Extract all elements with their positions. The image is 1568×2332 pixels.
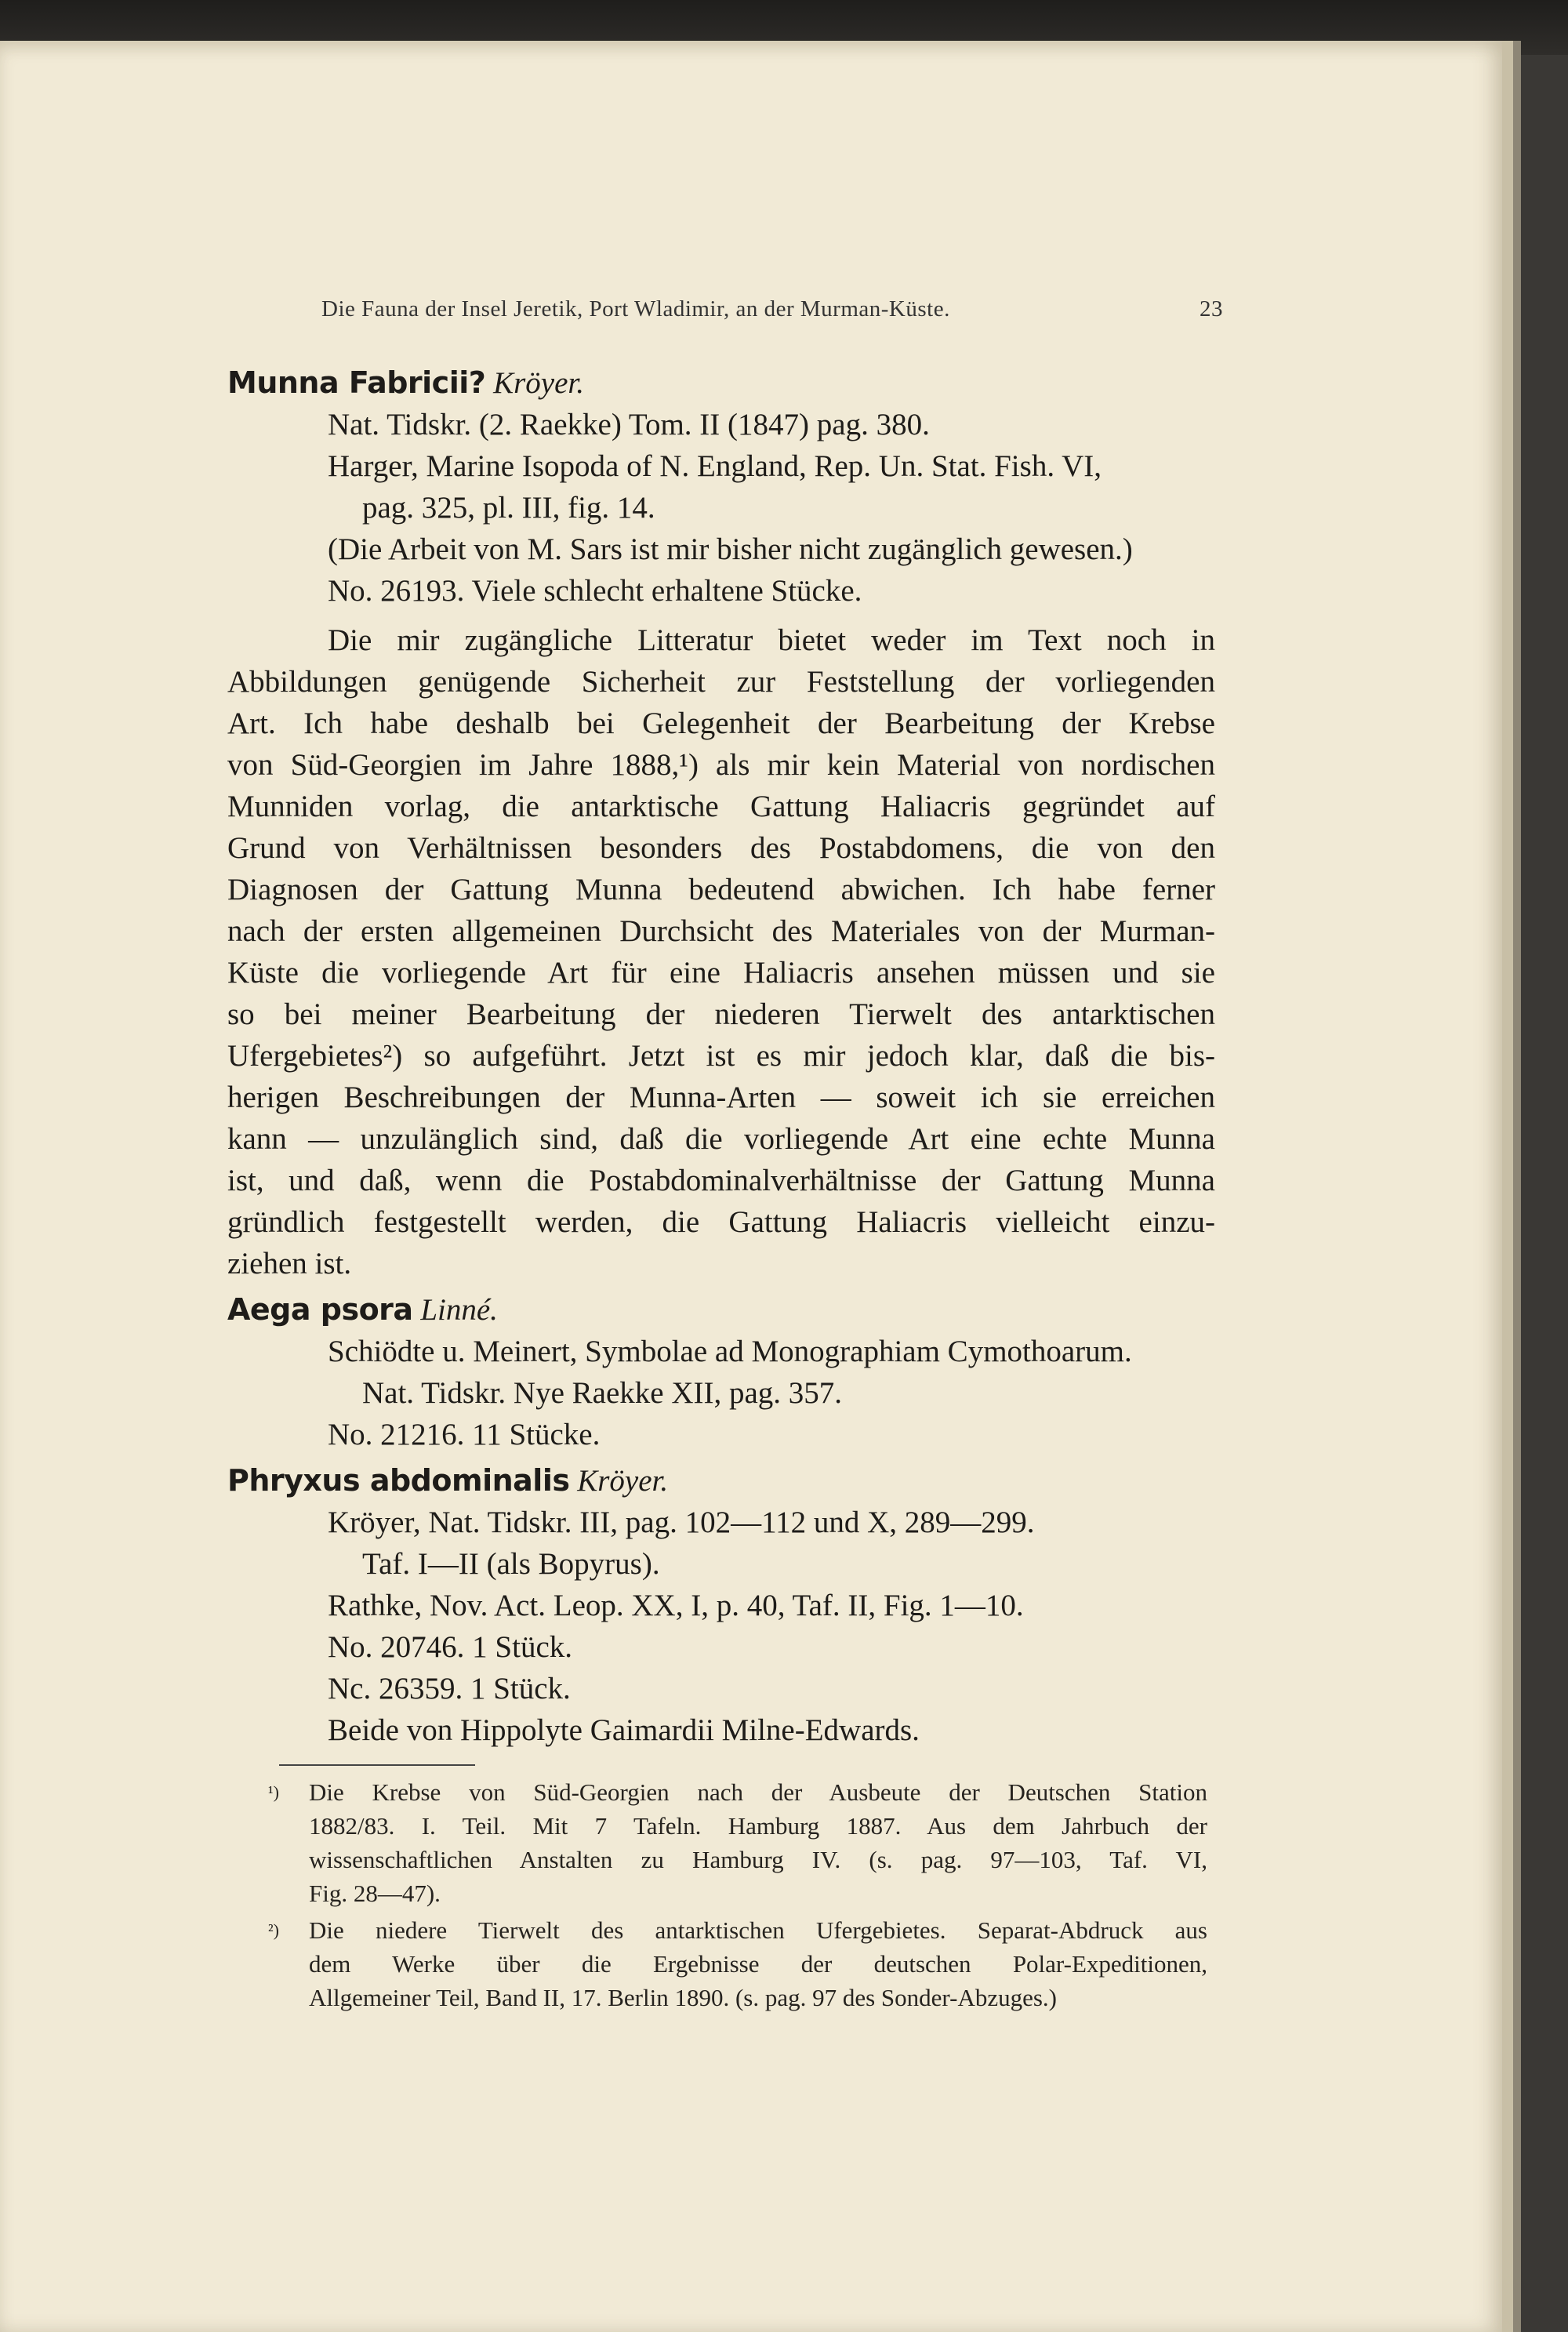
paragraph-line: Grund von Verhältnissen besonders des Postabdomens, die von den: [227, 831, 1215, 865]
species-heading-phryxus: [227, 1460, 1215, 1502]
species-name: Phryxus abdominalis: [227, 1463, 570, 1498]
paragraph-line: ziehen ist.: [227, 1247, 352, 1280]
footnote-line: Die niedere Tierwelt des antarktischen Ufergebietes. Separat-Abdruck aus: [309, 1916, 1207, 1944]
book-cover-edge: [1513, 41, 1521, 2332]
running-title: Die Fauna der Insel Jeretik, Port Wladimir, an der Murman-Küste.: [321, 296, 950, 321]
species-author: Linné.: [420, 1293, 498, 1327]
paragraph-line: gründlich festgestellt werden, die Gattung Haliacris vielleicht einzu-: [227, 1205, 1215, 1239]
species-author: Kröyer.: [493, 366, 584, 400]
paragraph-line: Munniden vorlag, die antarktische Gattung Haliacris gegründet auf: [227, 790, 1215, 823]
paragraph-line: Abbildungen genügende Sicherheit zur Feststellung der vorliegenden: [227, 665, 1215, 699]
paragraph-line: Diagnosen der Gattung Munna bedeutend abwichen. Ich habe ferner: [227, 873, 1215, 906]
reference-line: Nat. Tidskr. (2. Raekke) Tom. II (1847) pag. 380.: [328, 408, 930, 441]
footnote-line: wissenschaftlichen Anstalten zu Hamburg IV. (s. pag. 97—103, Taf. VI,: [309, 1846, 1207, 1873]
reference-line: pag. 325, pl. III, fig. 14.: [362, 491, 655, 525]
footnote-mark: ¹): [268, 1782, 279, 1802]
paragraph-line: herigen Beschreibungen der Munna-Arten — soweit ich sie erreichen: [227, 1081, 1215, 1114]
running-header: [321, 296, 1223, 322]
paragraph-line: Art. Ich habe deshalb bei Gelegenheit der Bearbeitung der Krebse: [227, 707, 1215, 740]
footnote-line: Allgemeiner Teil, Band II, 17. Berlin 1890. (s. pag. 97 des Sonder-Abzuges.): [309, 1984, 1057, 2011]
specimen-line: No. 26193. Viele schlecht erhaltene Stücke.: [328, 574, 862, 608]
footnote-mark: ²): [268, 1920, 279, 1940]
footnote-rule: [279, 1764, 475, 1766]
reference-line: Harger, Marine Isopoda of N. England, Rep. Un. Stat. Fish. VI,: [328, 449, 1102, 483]
specimen-line: Nc. 26359. 1 Stück.: [328, 1672, 571, 1705]
reference-line: Rathke, Nov. Act. Leop. XX, I, p. 40, Taf. II, Fig. 1—10.: [328, 1589, 1024, 1622]
paragraph-line: nach der ersten allgemeinen Durchsicht des Materiales von der Murman-: [227, 914, 1215, 948]
footnote-2: [268, 1913, 1207, 2014]
paragraph-line: Die mir zugängliche Litteratur bietet weder im Text noch in: [328, 623, 1215, 657]
paragraph-line: Küste die vorliegende Art für eine Haliacris ansehen müssen und sie: [227, 956, 1215, 990]
footnote-line: 1882/83. I. Teil. Mit 7 Tafeln. Hamburg 1887. Aus dem Jahrbuch der: [309, 1812, 1207, 1840]
species-heading-aega: [227, 1289, 1215, 1331]
footnote-1: [268, 1775, 1207, 1910]
species-name: Aega psora: [227, 1292, 413, 1327]
host-line: Beide von Hippolyte Gaimardii Milne-Edwards.: [328, 1713, 920, 1747]
footnotes: [268, 1775, 1207, 2014]
page-edge: [1502, 41, 1513, 2332]
paragraph-line: ist, und daß, wenn die Postabdominalverhältnisse der Gattung Munna: [227, 1164, 1215, 1197]
page-number: 23: [1200, 296, 1223, 321]
main-text: [227, 362, 1215, 1751]
footnote-line: Fig. 28—47).: [309, 1880, 441, 1907]
specimen-line: No. 21216. 11 Stücke.: [328, 1418, 601, 1451]
reference-line: Taf. I—II (als Bopyrus).: [362, 1547, 660, 1581]
discussion-paragraph: [227, 619, 1215, 1284]
specimen-line: No. 20746. 1 Stück.: [328, 1630, 572, 1664]
species-name: Munna Fabricii?: [227, 365, 486, 400]
footnote-line: Die Krebse von Süd-Georgien nach der Ausbeute der Deutschen Station: [309, 1778, 1207, 1806]
paragraph-line: so bei meiner Bearbeitung der niederen Tierwelt des antarktischen: [227, 997, 1215, 1031]
species-author: Kröyer.: [577, 1464, 669, 1498]
footnote-line: dem Werke über die Ergebnisse der deutschen Polar-Expeditionen,: [309, 1950, 1207, 1978]
reference-line: Schiödte u. Meinert, Symbolae ad Monographiam Cymothoarum.: [328, 1335, 1132, 1368]
reference-line: Nat. Tidskr. Nye Raekke XII, pag. 357.: [362, 1376, 843, 1410]
paragraph-line: kann — unzulänglich sind, daß die vorliegende Art eine echte Munna: [227, 1122, 1215, 1156]
paragraph-line: von Süd-Georgien im Jahre 1888,¹) als mir kein Material von nordischen: [227, 748, 1215, 782]
reference-line: Kröyer, Nat. Tidskr. III, pag. 102—112 und X, 289—299.: [328, 1506, 1035, 1539]
reference-line: (Die Arbeit von M. Sars ist mir bisher nicht zugänglich gewesen.): [328, 532, 1133, 566]
paragraph-line: Ufergebietes²) so aufgeführt. Jetzt ist es mir jedoch klar, daß die bis-: [227, 1039, 1215, 1073]
species-heading-munna: [227, 362, 1215, 404]
